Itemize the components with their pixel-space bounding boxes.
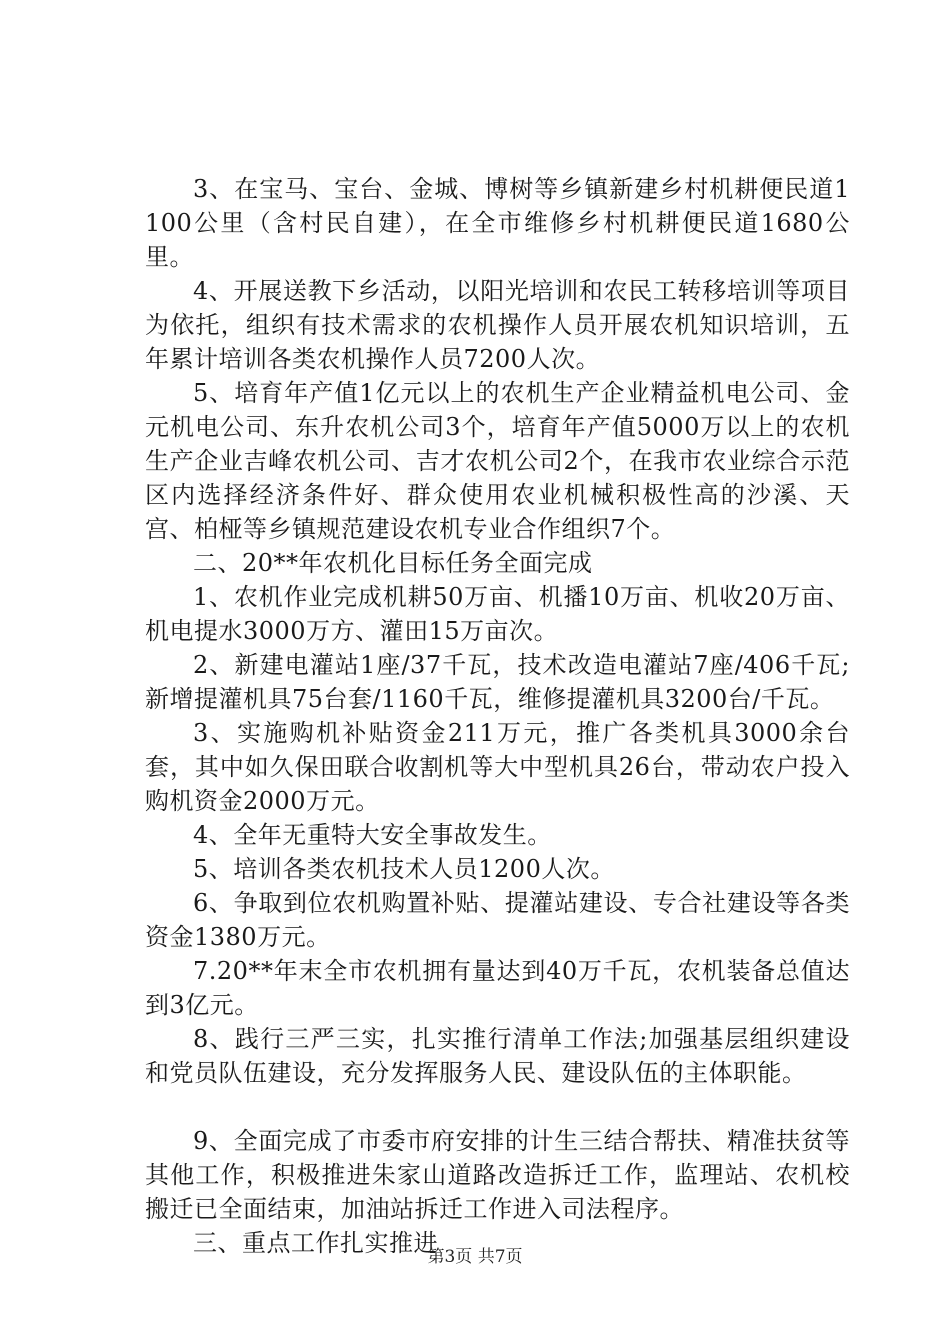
paragraph-item-4-training: 4、开展送教下乡活动，以阳光培训和农民工转移培训等项目为依托，组织有技术需求的农机操作人员开展农机知识培训，五年累计培训各类农机操作人员7200人次。 <box>145 277 850 373</box>
paragraph-target-5: 5、培训各类农机技术人员1200人次。 <box>193 855 615 883</box>
document-body <box>145 172 850 1260</box>
paragraph-target-8: 8、践行三严三实，扎实推行清单工作法;加强基层组织建设和党员队伍建设，充分发挥服务人民、建设队伍的主体职能。 <box>145 1025 850 1087</box>
paragraph-target-7: 7.20**年末全市农机拥有量达到40万千瓦，农机装备总值达到3亿元。 <box>145 957 850 1019</box>
paragraph-target-9: 9、全面完成了市委市府安排的计生三结合帮扶、精准扶贫等其他工作，积极推进朱家山道路改造拆迁工作，监理站、农机校搬迁已全面结束，加油站拆迁工作进入司法程序。 <box>145 1127 850 1223</box>
section-heading-2: 二、20**年农机化目标任务全面完成 <box>193 549 593 577</box>
paragraph-target-6: 6、争取到位农机购置补贴、提灌站建设、专合社建设等各类资金1380万元。 <box>145 889 850 951</box>
paragraph-item-3-roads: 3、在宝马、宝台、金城、博树等乡镇新建乡村机耕便民道1100公里（含村民自建），在全市维修乡村机耕便民道1680公里。 <box>145 175 850 271</box>
paragraph-target-2: 2、新建电灌站1座/37千瓦，技术改造电灌站7座/406千瓦;新增提灌机具75台套/1160千瓦，维修提灌机具3200台/千瓦。 <box>145 651 850 713</box>
paragraph-target-1: 1、农机作业完成机耕50万亩、机播10万亩、机收20万亩、机电提水3000万方、灌田15万亩次。 <box>145 583 850 645</box>
paragraph-target-4: 4、全年无重特大安全事故发生。 <box>193 821 552 849</box>
paragraph-target-3: 3、实施购机补贴资金211万元，推广各类机具3000余台套，其中如久保田联合收割机等大中型机具26台，带动农户投入购机资金2000万元。 <box>145 719 850 815</box>
page-number-footer: 第3页 共7页 <box>427 1247 523 1267</box>
paragraph-item-5-enterprises: 5、培育年产值1亿元以上的农机生产企业精益机电公司、金元机电公司、东升农机公司3个，培育年产值5000万以上的农机生产企业吉峰农机公司、吉才农机公司2个，在我市农业综合示范区内选择经济条件好、群众使用农业机械积极性高的沙溪、天宫、柏桠等乡镇规范建设农机专业合作组织7个。 <box>145 379 850 543</box>
section-heading-3: 三、重点工作扎实推进 <box>193 1229 438 1257</box>
